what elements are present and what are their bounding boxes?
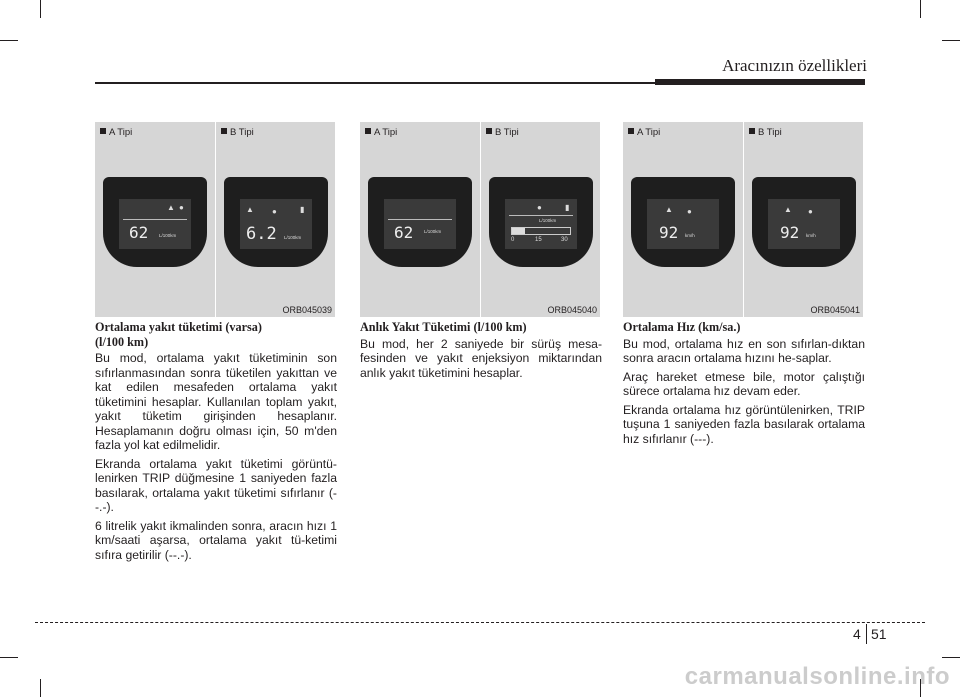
crop-mark [0, 657, 18, 658]
panel-a-label: A Tipi [628, 127, 660, 138]
paragraph: Bu mod, ortalama hız en son sıfırlan-dıktan sonra aracın ortalama hızını he-saplar. [623, 336, 865, 365]
car-icon: ● [537, 203, 542, 212]
car-icon: ● [179, 203, 184, 212]
display-value: 62 [394, 223, 414, 242]
display-unit: km/h [685, 233, 695, 238]
display-unit: L/100km [424, 229, 442, 234]
panel-b-label: B Tipi [221, 127, 254, 138]
panel-a [360, 122, 481, 317]
fuel-pump-icon: ▮ [300, 205, 305, 214]
road-icon: ▲ [246, 205, 254, 214]
cluster-display [224, 177, 328, 267]
gauge-scale-15: 15 [535, 237, 542, 243]
section-heading: Anlık Yakıt Tüketimi (l/100 km) [360, 320, 527, 334]
panel-a-label: A Tipi [100, 127, 132, 138]
display-value: 62 [129, 223, 149, 242]
section-heading: Ortalama Hız (km/sa.) [623, 320, 741, 334]
display-value: 92 [780, 223, 800, 242]
display-unit: L/100km [284, 235, 302, 240]
road-icon: ▲ [167, 203, 175, 212]
watermark: carmanualsonline.info [684, 663, 950, 690]
paragraph: Ekranda ortalama yakıt tüketimi görüntü-lenirken TRIP düğmesine 1 saniyeden fazla basılarak, ortalama yakıt tüketimi sıfırlanır (--.-). [95, 456, 337, 514]
section-title: Aracınızın özellikleri [722, 56, 867, 75]
crop-mark [942, 657, 960, 658]
display-unit: km/h [806, 233, 816, 238]
panel-a-label: A Tipi [365, 127, 397, 138]
fuel-pump-icon: ▮ [565, 203, 570, 212]
column-average-fuel [95, 320, 337, 566]
figure-average-speed [623, 122, 863, 317]
figure-code: ORB045039 [282, 305, 332, 315]
panel-b [216, 122, 335, 317]
crop-mark [920, 0, 921, 18]
display-value: 92 [659, 223, 679, 242]
panel-b-label: B Tipi [486, 127, 519, 138]
footer-rule [35, 622, 925, 623]
panel-b [744, 122, 863, 317]
fuel-gauge-bar [511, 227, 571, 235]
column-average-speed [623, 320, 865, 450]
panel-a [623, 122, 744, 317]
page-separator [866, 624, 867, 644]
figure-instant-fuel [360, 122, 600, 317]
road-icon: ▲ [784, 205, 792, 214]
page-number: 51 [871, 626, 887, 642]
paragraph: Bu mod, ortalama yakıt tüketiminin son sıfırlanmasından sonra tüketilen yakıttan ve kat edilen mesafeden ortalama yakıt tüketimini hesaplar. Kullanılan toplam yakıt, yakıt tüketim girişinden hesaplanır. Hesaplamanın doğru olması için, 50 m'den fazla yol kat edilmelidir. [95, 351, 337, 452]
figure-average-fuel [95, 122, 335, 317]
paragraph: Araç hareket etmese bile, motor çalıştığı sürece ortalama hız devam eder. [623, 369, 865, 398]
cluster-display [489, 177, 593, 267]
figure-code: ORB045040 [547, 305, 597, 315]
crop-mark [40, 679, 41, 697]
paragraph: 6 litrelik yakıt ikmalinden sonra, aracın hızı 1 km/saati aşarsa, ortalama yakıt tü-ketimi sıfıra getirilir (--.-). [95, 518, 337, 562]
cluster-display [103, 177, 207, 267]
panel-b [481, 122, 600, 317]
paragraph: Ekranda ortalama hız görüntülenirken, TRIP tuşuna 1 saniyeden fazla basılarak ortalama hız sıfırlanır (---). [623, 402, 865, 446]
paragraph: Bu mod, her 2 saniyede bir sürüş mesa-fesinden ve yakıt enjeksiyon miktarından anlık yakıt tüketimini hesaplar. [360, 336, 602, 380]
panel-a [95, 122, 216, 317]
chapter-number: 4 [853, 626, 861, 642]
display-unit: L/100km [159, 233, 177, 238]
crop-mark [942, 40, 960, 41]
header-rule [95, 82, 865, 84]
car-icon: ● [272, 207, 277, 216]
cluster-display [752, 177, 856, 267]
panel-b-label: B Tipi [749, 127, 782, 138]
crop-mark [40, 0, 41, 18]
column-instant-fuel [360, 320, 602, 384]
car-icon: ● [687, 207, 692, 216]
cluster-display [368, 177, 472, 267]
display-value: 6.2 [246, 224, 277, 244]
display-unit: L/100km [539, 218, 557, 223]
gauge-scale-0: 0 [511, 237, 515, 243]
crop-mark [0, 40, 18, 41]
figure-code: ORB045041 [810, 305, 860, 315]
car-icon: ● [808, 207, 813, 216]
road-icon: ▲ [665, 205, 673, 214]
section-heading: Ortalama yakıt tüketimi (varsa) (l/100 km) [95, 320, 262, 349]
cluster-display [631, 177, 735, 267]
gauge-scale-30: 30 [561, 237, 568, 243]
